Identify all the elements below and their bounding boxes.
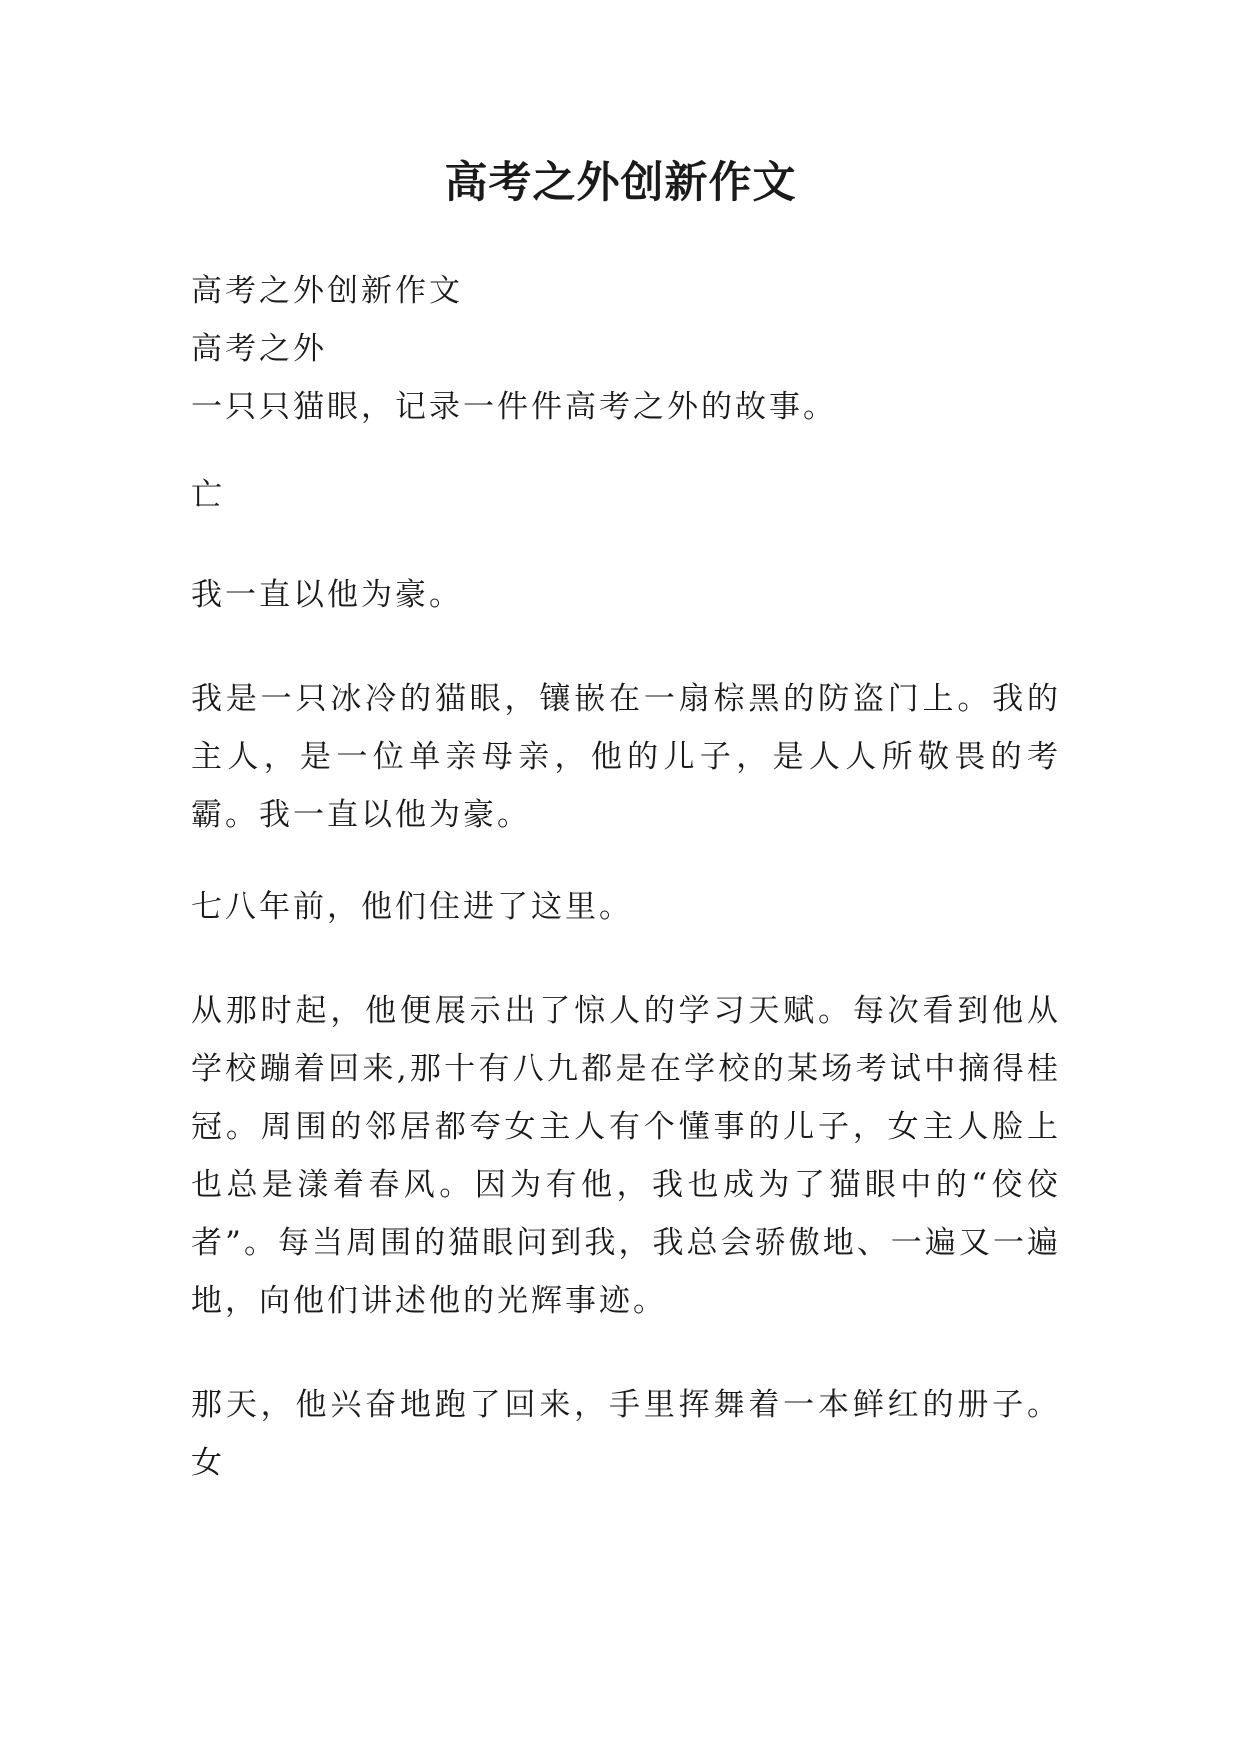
section-heading: 亡	[191, 477, 225, 513]
paragraph-4: 从那时起，他便展示出了惊人的学习天赋。每次看到他从学校蹦着回来,那十有八九都是在学校的某场考试中摘得桂冠。周围的邻居都夸女主人有个懂事的儿子，女主人脸上也总是漾着春风。因为有他，我也成为了猫眼中的“佼佼者”。每当周围的猫眼问到我，我总会骄傲地、一遍又一遍地，向他们讲述他的光辉事迹。	[191, 993, 1061, 1319]
paragraph-2: 我是一只冰冷的猫眼，镶嵌在一扇棕黑的防盗门上。我的主人，是一位单亲母亲，他的儿子，是人人所敬畏的考霸。我一直以他为豪。	[191, 681, 1061, 833]
paragraph-5: 那天，他兴奋地跑了回来，手里挥舞着一本鲜红的册子。女	[191, 1387, 1061, 1481]
paragraph-1: 我一直以他为豪。	[191, 577, 463, 613]
page-title: 高考之外创新作文	[444, 158, 797, 208]
subtitle-line-2: 高考之外	[191, 331, 327, 367]
intro-line: 一只只猫眼，记录一件件高考之外的故事。	[191, 389, 837, 425]
subtitle-line-1: 高考之外创新作文	[191, 273, 463, 309]
paragraph-3: 七八年前，他们住进了这里。	[191, 889, 633, 925]
header-block	[191, 262, 1061, 436]
